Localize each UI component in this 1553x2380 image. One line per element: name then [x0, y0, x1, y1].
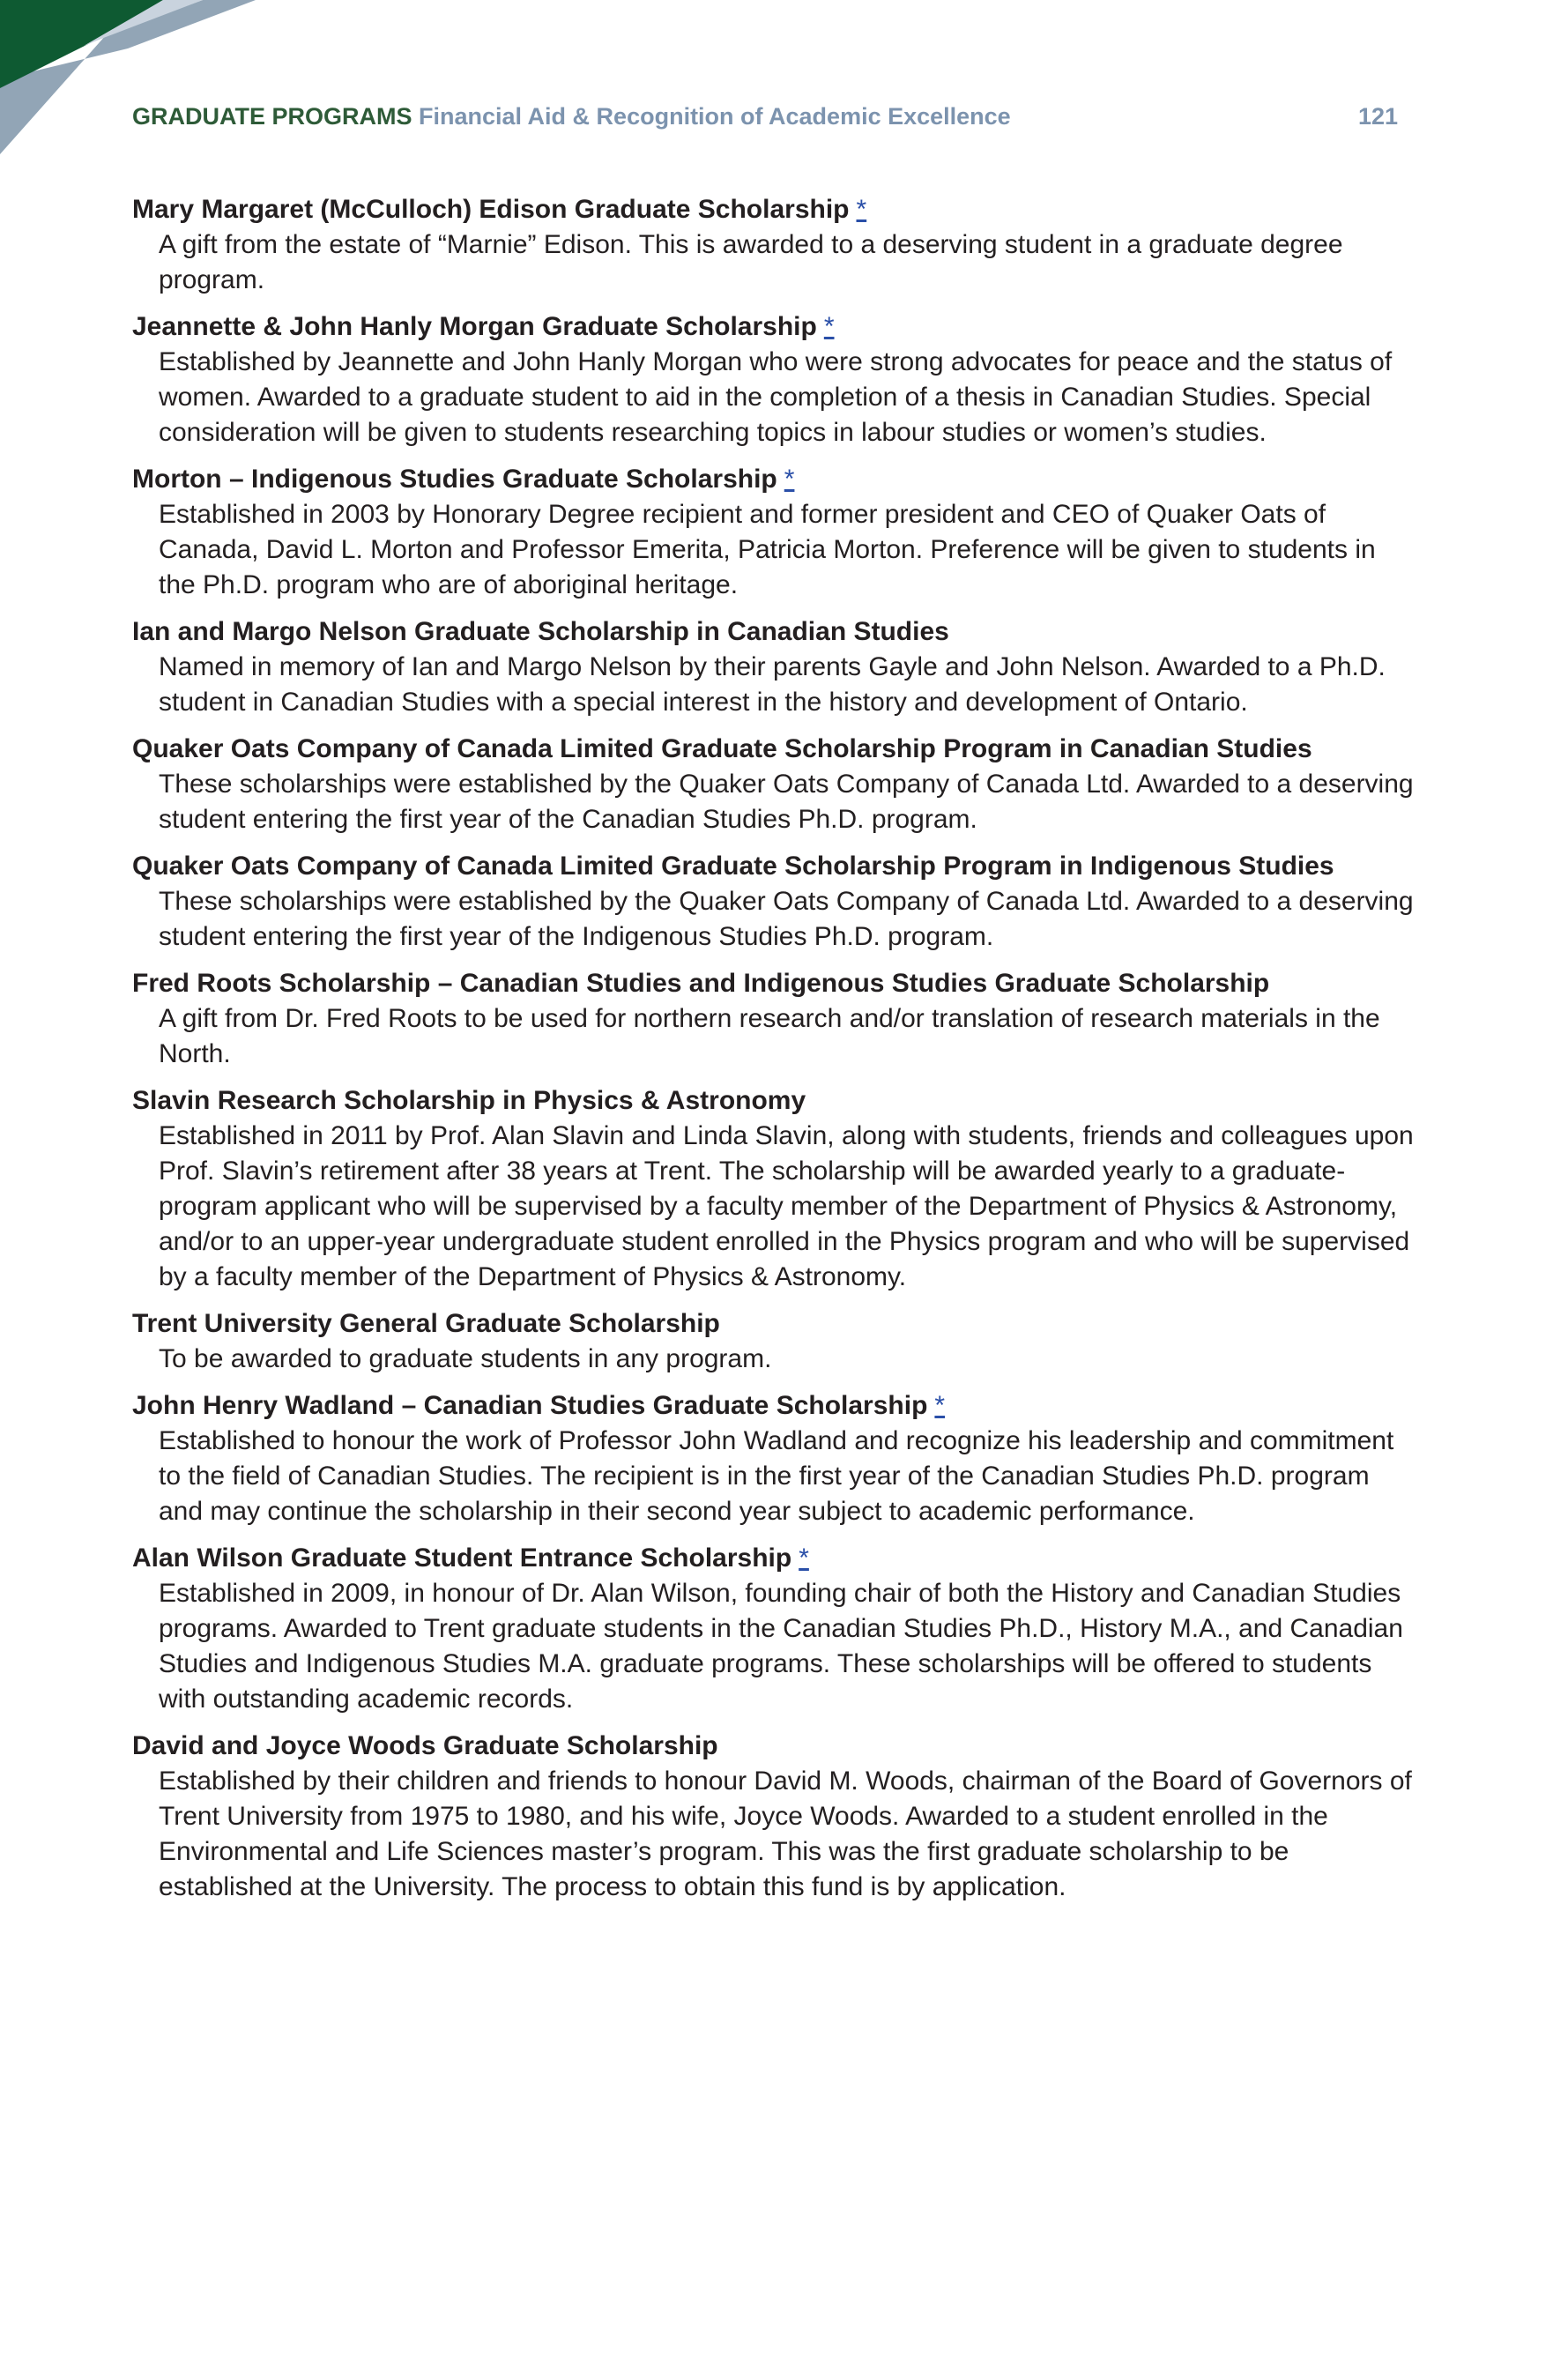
scholarship-entry: [132, 1541, 1419, 1717]
scholarship-entry: [132, 732, 1419, 837]
scholarship-title-text: John Henry Wadland – Canadian Studies Graduate Scholarship: [132, 1391, 928, 1420]
scholarship-title: Ian and Margo Nelson Graduate Scholarship in Canadian Studies: [132, 617, 949, 646]
scholarship-list: [132, 192, 1419, 1916]
scholarship-description: Established to honour the work of Professor John Wadland and recognize his leadership and commitment to the field of Canadian Studies. The recipient is in the first year of the Canadian Studies Ph.D. program and may continue the scholarship in their second year subject to academic performance.: [159, 1426, 1394, 1526]
scholarship-title-text: Morton – Indigenous Studies Graduate Scholarship: [132, 465, 777, 494]
scholarship-entry: [132, 1083, 1419, 1295]
scholarship-description: Established by their children and friends to honour David M. Woods, chairman of the Board of Governors of Trent University from 1975 to 1980, and his wife, Joyce Woods. Awarded to a student enrolled in the Environmental and Life Sciences master’s program. This was the first graduate scholarship to be established at the University. The process to obtain this fund is by application.: [159, 1766, 1412, 1901]
scholarship-entry: [132, 849, 1419, 955]
running-header: [132, 99, 1398, 134]
scholarship-description: To be awarded to graduate students in any program.: [159, 1344, 772, 1373]
scholarship-title: Trent University General Graduate Scholarship: [132, 1309, 720, 1338]
scholarship-description: A gift from Dr. Fred Roots to be used for northern research and/or translation of research materials in the North.: [159, 1004, 1380, 1068]
scholarship-title-text: Jeannette & John Hanly Morgan Graduate Scholarship: [132, 312, 817, 341]
scholarship-title-text: Alan Wilson Graduate Student Entrance Scholarship: [132, 1543, 792, 1573]
scholarship-description: Established in 2011 by Prof. Alan Slavin and Linda Slavin, along with students, friends and colleagues upon Prof. Slavin’s retirement after 38 years at Trent. The scholarship will be awarded yearly to a graduate- program applicant who will be supervised by a faculty member of the Department of Physics & Astronomy, and/or to an upper-year undergraduate student enrolled in the Physics program and who will be supervised by a faculty member of the Department of Physics & Astronomy.: [159, 1121, 1414, 1291]
scholarship-entry: [132, 192, 1419, 298]
scholarship-entry: [132, 462, 1419, 603]
scholarship-title: Quaker Oats Company of Canada Limited Graduate Scholarship Program in Canadian Studies: [132, 734, 1312, 763]
scholarship-title: [132, 192, 1419, 227]
scholarship-entry: [132, 614, 1419, 720]
scholarship-title: Fred Roots Scholarship – Canadian Studies and Indigenous Studies Graduate Scholarship: [132, 969, 1270, 998]
page-number: 121: [1357, 103, 1398, 130]
scholarship-title: Quaker Oats Company of Canada Limited Graduate Scholarship Program in Indigenous Studies: [132, 852, 1334, 881]
scholarship-title: [132, 1541, 1419, 1576]
scholarship-description: Established by Jeannette and John Hanly Morgan who were strong advocates for peace and the status of women. Awarded to a graduate student to aid in the completion of a thesis in Canadian Studies. Special consideration will be given to students researching topics in labour studies or women’s studies.: [159, 347, 1393, 447]
scholarship-title-text: Mary Margaret (McCulloch) Edison Graduate Scholarship: [132, 195, 850, 224]
scholarship-description: These scholarships were established by the Quaker Oats Company of Canada Ltd. Awarded to a deserving student entering the first year of the Indigenous Studies Ph.D. program.: [159, 887, 1414, 951]
scholarship-title: Slavin Research Scholarship in Physics & Astronomy: [132, 1086, 806, 1115]
scholarship-entry: [132, 1388, 1419, 1529]
header-section: GRADUATE PROGRAMS: [132, 103, 412, 130]
scholarship-description: Named in memory of Ian and Margo Nelson by their parents Gayle and John Nelson. Awarded to a Ph.D. student in Canadian Studies with a special interest in the history and development of Ontario.: [159, 652, 1386, 717]
scholarship-title: [132, 462, 1419, 497]
footnote-asterisk-link[interactable]: *: [784, 465, 795, 494]
scholarship-description: A gift from the estate of “Marnie” Edison. This is awarded to a deserving student in a graduate degree program.: [159, 230, 1343, 294]
footnote-asterisk-link[interactable]: *: [823, 312, 835, 341]
scholarship-description: Established in 2009, in honour of Dr. Alan Wilson, founding chair of both the History and Canadian Studies programs. Awarded to Trent graduate students in the Canadian Studies Ph.D., History M.A., and Canadian Studies and Indigenous Studies M.A. graduate programs. These scholarships will be offered to students with outstanding academic records.: [159, 1579, 1403, 1714]
scholarship-description: These scholarships were established by the Quaker Oats Company of Canada Ltd. Awarded to a deserving student entering the first year of the Canadian Studies Ph.D. program.: [159, 770, 1414, 834]
scholarship-title: [132, 1388, 1419, 1424]
scholarship-entry: [132, 1729, 1419, 1905]
footnote-asterisk-link[interactable]: *: [856, 195, 867, 224]
scholarship-entry: [132, 309, 1419, 450]
scholarship-entry: [132, 1306, 1419, 1377]
scholarship-title: [132, 309, 1419, 345]
footnote-asterisk-link[interactable]: *: [934, 1391, 946, 1420]
header-subtitle: Financial Aid & Recognition of Academic Excellence: [419, 103, 1011, 130]
scholarship-description: Established in 2003 by Honorary Degree recipient and former president and CEO of Quaker Oats of Canada, David L. Morton and Professor Emerita, Patricia Morton. Preference will be given to students in the Ph.D. program who are of aboriginal heritage.: [159, 500, 1376, 599]
scholarship-title: David and Joyce Woods Graduate Scholarship: [132, 1731, 718, 1760]
footnote-asterisk-link[interactable]: *: [799, 1543, 809, 1573]
scholarship-entry: [132, 966, 1419, 1072]
